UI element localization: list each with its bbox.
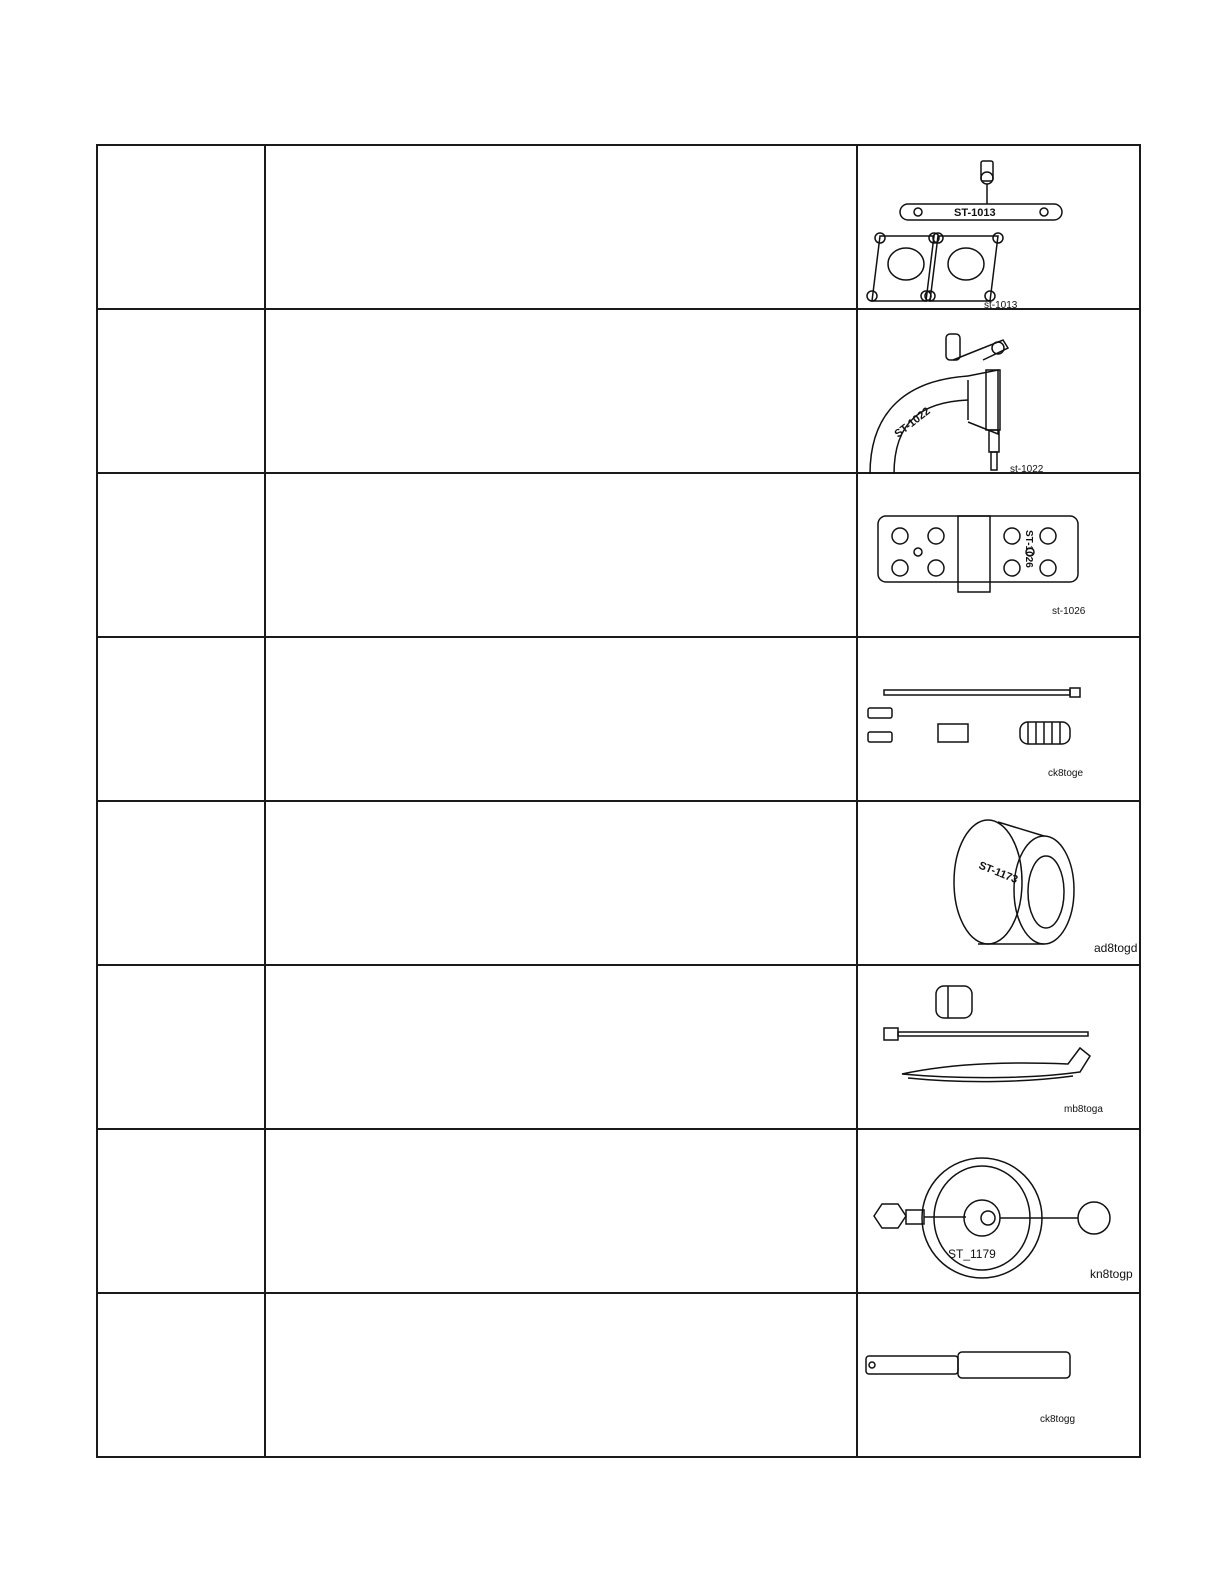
figure-caption: mb8toga (1064, 1104, 1103, 1115)
tool-name-cell (97, 965, 265, 1129)
tool-illustration-cell (857, 801, 1140, 965)
figure-caption: ad8togd (1094, 941, 1138, 955)
table-row (97, 1129, 1140, 1293)
tool-illustration-cell (857, 637, 1140, 801)
tool-stamp: ST-1013 (954, 207, 996, 219)
tool-name-cell (97, 473, 265, 637)
table-row (97, 801, 1140, 965)
tool-name-cell (97, 1293, 265, 1457)
tool-name-cell (97, 637, 265, 801)
tool-illustration-cell (857, 309, 1140, 473)
figure-caption: ck8toge (1048, 768, 1084, 779)
cylindrical-sleeve-tool-icon (858, 802, 1139, 966)
tool-description-cell (265, 309, 857, 473)
table-row (97, 1293, 1140, 1457)
puller-disc-tool-icon (858, 1130, 1139, 1294)
rod-and-adapters-kit-icon (858, 638, 1139, 802)
tool-stamp: ST_1179 (948, 1247, 996, 1261)
tool-description-cell (265, 801, 857, 965)
tool-illustration-cell (857, 1293, 1140, 1457)
figure-caption: ck8togg (1040, 1414, 1076, 1425)
tool-stamp: ST-1173 (976, 859, 1020, 887)
tool-description-cell (265, 637, 857, 801)
tool-illustration-cell (857, 473, 1140, 637)
tool-stamp: ST-1022 (892, 405, 933, 441)
tool-description-cell (265, 1293, 857, 1457)
driver-shaft-tool-icon (858, 1294, 1139, 1458)
fixture-plate-tool-icon (858, 474, 1139, 638)
tool-description-cell (265, 1129, 857, 1293)
table-row (97, 965, 1140, 1129)
tool-illustration-cell (857, 1129, 1140, 1293)
tool-name-cell (97, 309, 265, 473)
c-clamp-press-tool-icon (858, 310, 1139, 474)
figure-caption: st-1022 (1010, 464, 1044, 474)
tool-description-cell (265, 965, 857, 1129)
tool-description-cell (265, 473, 857, 637)
table-row (97, 637, 1140, 801)
tool-name-cell (97, 801, 265, 965)
figure-caption: st-1013 (984, 300, 1018, 310)
tool-illustration-cell (857, 965, 1140, 1129)
special-tools-table (96, 144, 1141, 1458)
tool-stamp: ST-1026 (1023, 530, 1034, 568)
figure-caption: st-1026 (1052, 606, 1086, 617)
socket-rod-pliers-kit-icon (858, 966, 1139, 1130)
tool-name-cell (97, 1129, 265, 1293)
figure-caption: kn8togp (1090, 1267, 1133, 1281)
table-row (97, 309, 1140, 473)
tool-illustration-cell (857, 145, 1140, 309)
tool-name-cell (97, 145, 265, 309)
table-row (97, 473, 1140, 637)
tool-description-cell (265, 145, 857, 309)
gasket-holder-tool-icon (858, 146, 1139, 310)
table-row (97, 145, 1140, 309)
